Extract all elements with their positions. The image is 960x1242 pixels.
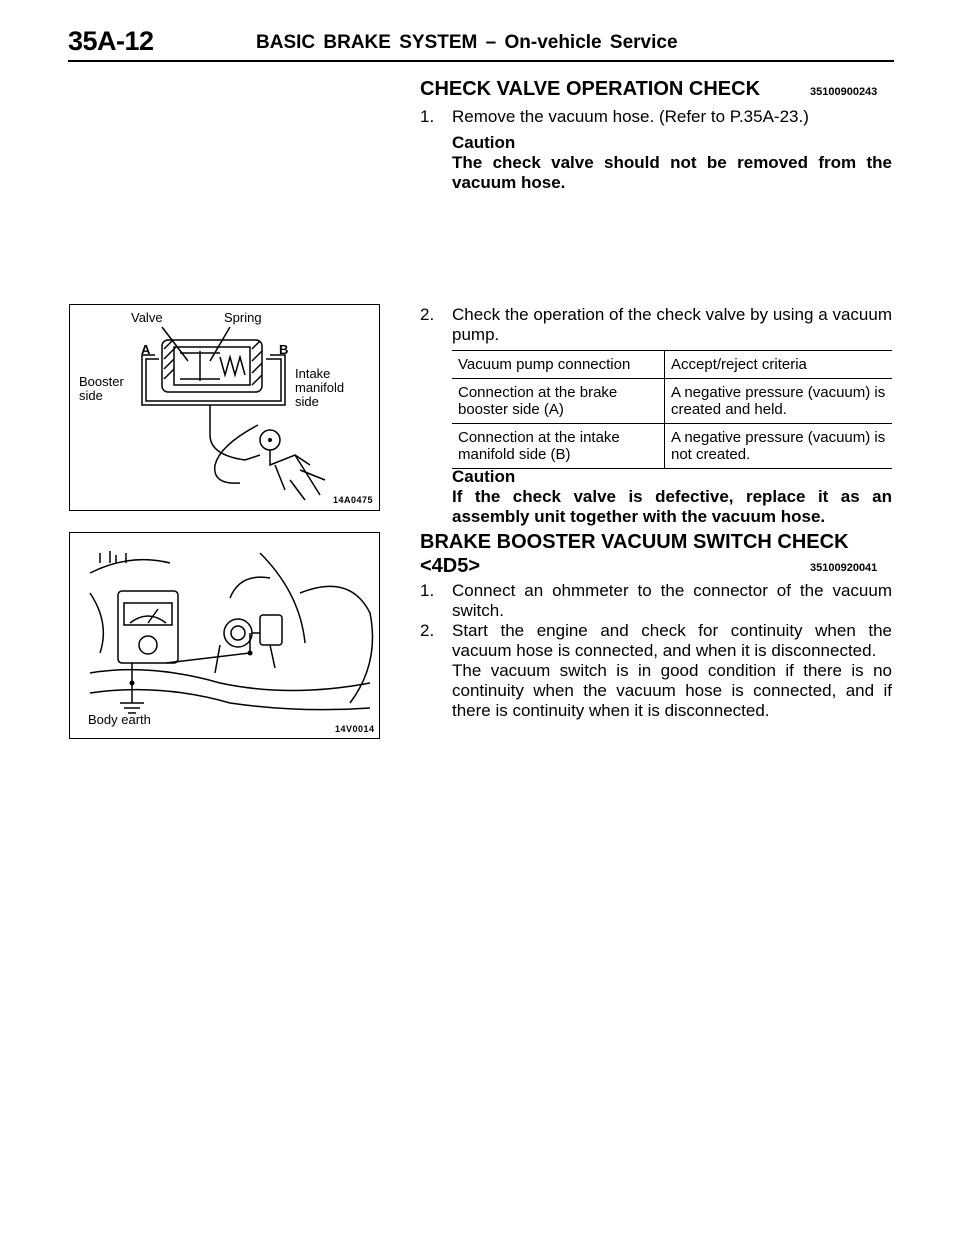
- table-cell: A negative pressure (vacuum) is created and held.: [665, 379, 893, 424]
- spring-label: Spring: [224, 310, 262, 325]
- caution-text: If the check valve is defective, replace it as an assembly unit together with the vacuum hose.: [452, 487, 892, 526]
- table-row: [452, 424, 892, 469]
- booster-side-label: Booster side: [79, 374, 124, 403]
- step-text: Connect an ohmmeter to the connector of the vacuum switch.: [452, 581, 892, 620]
- caution-title: Caution: [452, 133, 516, 152]
- check-valve-figure: [69, 304, 380, 511]
- step-text: Remove the vacuum hose. (Refer to P.35A-23.): [452, 107, 809, 126]
- vacuum-switch-drawing: [70, 533, 379, 738]
- intake-manifold-side-label: Intake manifold side: [295, 366, 345, 409]
- figure-code: 14V0014: [335, 724, 375, 734]
- condition-note: The vacuum switch is in good condition if there is no continuity when the vacuum hose is connected, and if there is continuity when it is disconnected.: [452, 661, 892, 720]
- valve-label: Valve: [131, 310, 163, 325]
- figure-code: 14A0475: [333, 495, 374, 505]
- table-cell: Connection at the intake manifold side (B): [452, 424, 665, 469]
- caution-text: The check valve should not be removed from the vacuum hose.: [452, 153, 892, 192]
- section-heading-check-valve: CHECK VALVE OPERATION CHECK: [420, 78, 761, 100]
- section-subheading-engine: <4D5>: [420, 555, 481, 577]
- step-number: 1.: [420, 581, 435, 600]
- section-code-check-valve: 35100900243: [810, 86, 878, 98]
- vacuum-switch-figure: [69, 532, 380, 739]
- step-number: 1.: [420, 107, 435, 126]
- step-check-continuity: [420, 621, 892, 661]
- table-header-row: [452, 351, 892, 379]
- page-number: 35A-12: [68, 26, 154, 56]
- step-text: Start the engine and check for continuity when the vacuum hose is connected, and when it is disconnected.: [452, 621, 892, 660]
- caution-replace-assembly: [452, 467, 892, 527]
- section-heading-vacuum-switch: BRAKE BOOSTER VACUUM SWITCH CHECK: [420, 531, 849, 553]
- criteria-table: [452, 350, 892, 469]
- column-header: Accept/reject criteria: [665, 351, 893, 379]
- table-row: [452, 379, 892, 424]
- connection-b-label: B: [279, 342, 289, 357]
- caution-title: Caution: [452, 467, 516, 486]
- step-remove-hose: [420, 107, 892, 127]
- step-number: 2.: [420, 305, 435, 324]
- column-header: Vacuum pump connection: [452, 351, 665, 379]
- body-earth-label: Body earth: [88, 712, 151, 727]
- caution-do-not-remove-valve: [452, 133, 892, 193]
- connection-a-label: A: [141, 342, 151, 357]
- table-cell: A negative pressure (vacuum) is not created.: [665, 424, 893, 469]
- step-text: Check the operation of the check valve by using a vacuum pump.: [452, 305, 892, 344]
- header-divider: [68, 60, 894, 62]
- step-number: 2.: [420, 621, 435, 640]
- section-code-vacuum-switch: 35100920041: [810, 562, 878, 574]
- table-cell: Connection at the brake booster side (A): [452, 379, 665, 424]
- step-connect-ohmmeter: [420, 581, 892, 621]
- step-check-operation: [420, 305, 892, 345]
- page-title: BASIC BRAKE SYSTEM – On-vehicle Service: [256, 32, 678, 53]
